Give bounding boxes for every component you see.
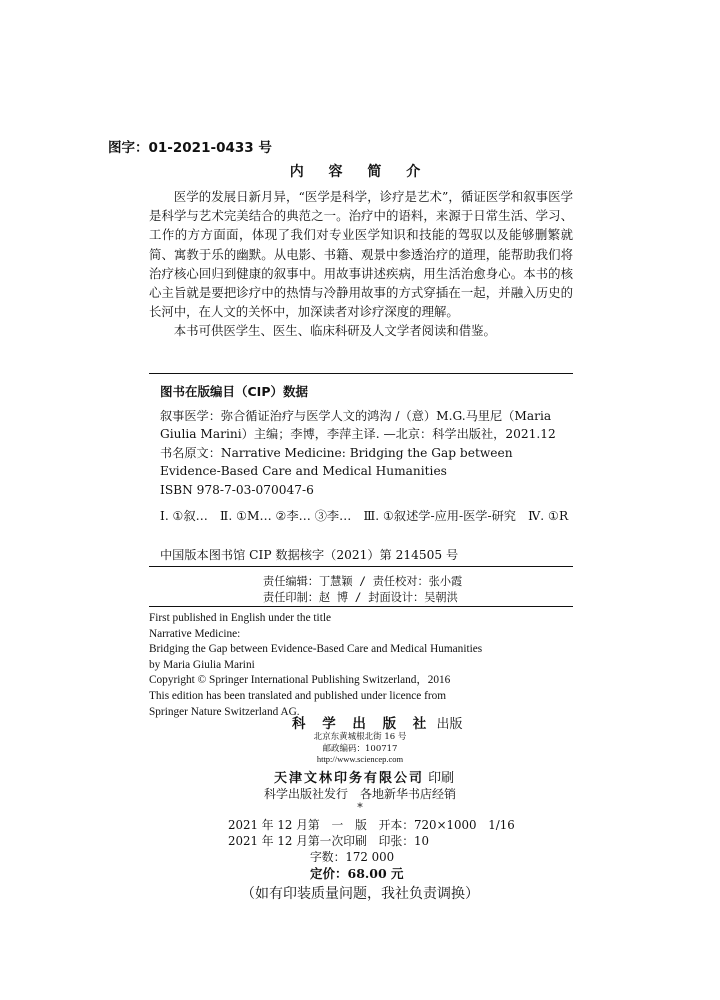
cip-isbn: ISBN 978-7-03-070047-6 [160, 483, 314, 497]
printer-name: 天津文林印务有限公司 [274, 771, 425, 786]
english-line: Narrative Medicine: [149, 627, 241, 640]
english-line: First published in English under the title [149, 612, 331, 624]
intro-paragraph-1: 医学的发展日新月异，“医学是科学，诊疗是艺术”，循证医学和叙事医学是科学与艺术完美结合的典范之一。治疗中的语料，来源于日常生活、学习、工作的方方面面，体现了我们对专业医学知识和技能的驾驭以及能够删繁就简、寓教于乐的幽默。从电影、书籍、观景中参透治疗的道理，能帮助我们将治疗核心回归到健康的叙事中。用故事讲述疾病，用生活治愈身心。本书的核心主旨就是要把诊疗中的热情与冷静用故事的方式穿插在一起，并融入历史的长河中，在人文的关怀中，加深读者对诊疗深度的理解。 [149, 189, 573, 320]
intro-body [149, 187, 573, 341]
staff-production: 责任印制：赵 博 / 封面设计：吴朝洪 [263, 591, 458, 604]
cip-original-title: 书名原文：Narrative Medicine: Bridging the Gap between Evidence-Based Care and Medical Humanities [160, 446, 513, 478]
cip-heading: 图书在版编目（CIP）数据 [160, 384, 308, 399]
distribution-line: 科学出版社发行 各地新华书店经销 [263, 787, 456, 801]
separator-star: * [357, 801, 363, 814]
quality-notice: （如有印装质量问题，我社负责调换） [241, 886, 479, 902]
intro-paragraph-2: 本书可供医学生、医生、临床科研及人文学者阅读和借鉴。 [173, 323, 496, 339]
cip-main-entry: 叙事医学：弥合循证治疗与医学人文的鸿沟 /（意）M.G.马里尼（Maria Giulia Marini）主编；李博，李萍主译. —北京：科学出版社，2021.12 [160, 409, 556, 441]
english-line: Copyright © Springer International Publishing Switzerland，2016 [149, 674, 451, 687]
publisher-address: 北京东黄城根北街 16 号 [313, 732, 407, 742]
cip-bottom-divider [149, 566, 573, 567]
english-line: by Maria Giulia Marini [149, 658, 255, 671]
publisher-line [292, 712, 462, 732]
staff-editors: 责任编辑：丁慧颖 / 责任校对：张小霞 [263, 575, 463, 588]
printer-action: 印刷 [428, 771, 455, 786]
publisher-name: 科 学 出 版 社 [292, 716, 433, 732]
cip-classification: Ⅰ. ①叙… Ⅱ. ①M… ②李… ③李… Ⅲ. ①叙述学-应用-医学-研究 Ⅳ. ①R [160, 509, 569, 523]
english-line: This edition has been translated and published under licence from [149, 689, 447, 702]
publisher-postcode: 邮政编码：100717 [322, 744, 398, 754]
cip-number: 中国版本图书馆 CIP 数据核字（2021）第 214505 号 [160, 548, 459, 562]
intro-heading: 内 容 简 介 [289, 164, 431, 180]
publisher-action: 出版 [436, 717, 463, 732]
publisher-url: http://www.sciencep.com [316, 754, 404, 764]
staff-divider [149, 606, 573, 607]
cip-top-divider [149, 373, 573, 374]
license-number: 图字：01-2021-0433 号 [108, 140, 272, 156]
english-line: Springer Nature Switzerland AG. [149, 705, 300, 718]
price: 定价：68.00 元 [310, 866, 404, 881]
word-count: 字数：172 000 [310, 850, 395, 864]
printer-line [274, 767, 454, 786]
english-line: Bridging the Gap between Evidence-Based Care and Medical Humanities [149, 643, 483, 656]
edition-line-2: 2021 年 12 月第一次印刷 印张：10 [228, 834, 430, 848]
english-copyright-notice [149, 611, 482, 720]
edition-line-1: 2021 年 12 月第 一 版 开本：720×1000 1/16 [228, 818, 515, 832]
